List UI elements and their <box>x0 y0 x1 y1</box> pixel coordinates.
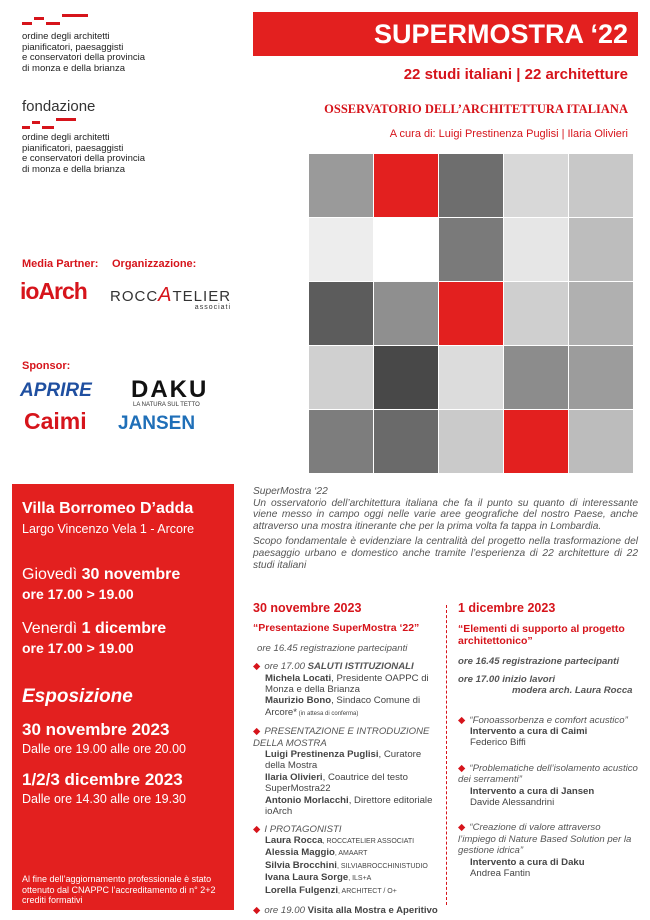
venue-name: Villa Borromeo D’adda <box>22 500 194 517</box>
photo-tile <box>374 346 438 409</box>
daku-tagline: LA NATURA SUL TETTO <box>133 402 200 408</box>
photo-tile <box>504 154 568 217</box>
title-banner <box>253 12 638 56</box>
column-divider <box>446 605 447 905</box>
white-tile <box>374 218 438 281</box>
red-tile <box>439 282 503 345</box>
talk-item: ◆ “Problematiche dell’isolamento acustico dei serramenti” Intervento a cura di Jansen Davide Alessandrini <box>458 762 638 809</box>
intro-text: SuperMostra ‘22 Un osservatorio dell’architettura italiana che fa il punto su quanto di interessante viene messo in campo oggi nelle varie aree geografiche del nostro Paese, anche attraverso una mostra itinerante che per la prima volta fa tappa in Lombardia. Scopo fondamentale è evidenziare la centralità del progetto nella trasformazione del paesaggio urbano e domestico anche tramite l’esperienza di 22 architetture di 22 studi italiani <box>253 486 638 571</box>
protagonist: Silvia Brocchini, SILVIABROCCHINISTUDIO <box>265 859 428 871</box>
photo-tile <box>439 218 503 281</box>
protagonist: Ivana Laura Sorge, ILS+A <box>265 872 372 884</box>
day1-section-presentation: ◆ PRESENTAZIONE E INTRODUZIONE DELLA MOSTRA Luigi Prestinenza Puglisi, Curatore della Mostra Ilaria Olivieri, Coautrice del testo SuperMostra22 Antonio Morlacchi, Direttore editoriale ioArch <box>253 726 433 818</box>
photo-tile <box>439 346 503 409</box>
sponsor-label: Sponsor: <box>22 360 71 372</box>
caimi-logo: Caimi <box>24 408 87 434</box>
daku-logo: DAKU <box>131 376 209 403</box>
day1-section-greetings: ◆ ore 17.00 SALUTI ISTITUZIONALI Michela Locati, Presidente OAPPC di Monza e della Brianza Maurizio Bono, Sindaco Comune di Arcore* (in attesa di conferma) <box>253 661 429 718</box>
venue-address: Largo Vincenzo Vela 1 - Arcore <box>22 522 195 536</box>
day2-date: 1 dicembre 2023 <box>458 601 556 615</box>
exhibit1-time: Dalle ore 19.00 alle ore 20.00 <box>22 742 187 756</box>
photo-tile <box>309 154 373 217</box>
exhibit2-date: 1/2/3 dicembre 2023 <box>22 770 183 789</box>
photo-tile <box>439 410 503 473</box>
bullet-diamond-icon: ◆ <box>458 714 466 726</box>
protagonist: Alessia Maggio, AMAART <box>265 847 368 859</box>
curators: A cura di: Luigi Prestinenza Puglisi | Ilaria Olivieri <box>389 128 628 140</box>
observatory-title: OSSERVATORIO DELL’ARCHITETTURA ITALIANA <box>324 102 628 116</box>
photo-tile <box>309 218 373 281</box>
day2-registration: ore 16.45 registrazione partecipanti <box>458 656 620 668</box>
photo-tile <box>439 154 503 217</box>
bullet-diamond-icon: ◆ <box>458 822 466 834</box>
photo-tile <box>504 346 568 409</box>
day2-moderator: modera arch. Laura Rocca <box>512 685 633 697</box>
day1-event: “Presentazione SuperMostra ‘22” <box>253 622 420 635</box>
bullet-diamond-icon: ◆ <box>253 661 261 673</box>
photo-tile <box>504 282 568 345</box>
photo-tile <box>309 410 373 473</box>
photo-tile <box>569 218 633 281</box>
bullet-diamond-icon: ◆ <box>458 762 466 774</box>
photo-tile <box>569 282 633 345</box>
day2-start: ore 17.00 inizio lavori <box>458 673 556 685</box>
exhibit2-time: Dalle ore 14.30 alle ore 19.30 <box>22 792 187 806</box>
photo-tile <box>569 154 633 217</box>
program-day2 <box>458 603 638 880</box>
day1-section-visit: ◆ ore 19.00 Visita alla Mostra e Aperitivo <box>253 904 438 916</box>
program-day1 <box>253 603 439 916</box>
day1-time: ore 17.00 > 19.00 <box>22 586 134 602</box>
photo-tile <box>374 410 438 473</box>
talk-item: ◆ “Fonoassorbenza e comfort acustico” Intervento a cura di Caimi Federico Biffi <box>458 714 628 749</box>
fondazione-logo-mark <box>22 118 112 130</box>
venue-panel <box>12 484 234 910</box>
day1-section-protagonists: ◆ I PROTAGONISTI Laura Rocca, ROCCATELIER ASSOCIATI Alessia Maggio, AMAART Silvia Brocchini, SILVIABROCCHINISTUDIO Ivana Laura Sorge, ILS+A Lorella Fulgenzi, ARCHITECT / O+ <box>253 824 439 897</box>
red-tile <box>504 410 568 473</box>
photo-tile <box>309 346 373 409</box>
day1-date: 30 novembre 2023 <box>253 601 362 615</box>
protagonist: Laura Rocca, ROCCATELIER ASSOCIATI <box>265 834 415 846</box>
bullet-diamond-icon: ◆ <box>253 904 261 916</box>
exhibit1-date: 30 novembre 2023 <box>22 720 170 739</box>
day2-time: ore 17.00 > 19.00 <box>22 640 134 656</box>
aprire-logo: APRIRE <box>20 380 92 401</box>
ordine-text: ordine degli architetti pianificatori, paesaggisti e conservatori della provincia di monza e della brianza <box>22 31 146 74</box>
day2: Venerdì 1 dicembre <box>22 620 167 637</box>
media-partner-label: Media Partner: <box>22 258 99 270</box>
day1: Giovedì 30 novembre <box>22 566 181 583</box>
fondazione-label: fondazione <box>22 98 96 115</box>
portrait-grid <box>309 154 633 476</box>
day1-registration: ore 16.45 registrazione partecipanti <box>257 642 408 654</box>
photo-tile <box>569 410 633 473</box>
fondazione-text: ordine degli architetti pianificatori, paesaggisti e conservatori della provincia di monza e della brianza <box>22 132 146 175</box>
bullet-diamond-icon: ◆ <box>253 823 261 835</box>
protagonist: Lorella Fulgenzi, ARCHITECT / O+ <box>265 884 397 896</box>
photo-tile <box>309 282 373 345</box>
ioarch-logo: ioArch <box>20 278 87 304</box>
subtitle: 22 studi italiani | 22 architetture <box>403 66 628 83</box>
ordine-logo-mark <box>22 14 112 26</box>
photo-tile <box>374 282 438 345</box>
organization-label: Organizzazione: <box>112 258 197 270</box>
photo-tile <box>569 346 633 409</box>
exhibit-label: Esposizione <box>22 686 133 707</box>
photo-tile <box>504 218 568 281</box>
day2-event: “Elementi di supporto al progetto architettonico” <box>458 623 625 648</box>
talk-item: ◆ “Creazione di valore attraverso l’impiego di Nature Based Solution per la gestione idrica” Intervento a cura di Daku Andrea Fantin <box>458 822 632 880</box>
page-title: SUPERMOSTRA ‘22 <box>373 19 628 49</box>
jansen-logo: JANSEN <box>118 413 196 434</box>
credits-note: Al fine dell’aggiornamento professionale è stato ottenuto dal CNAPPC l’accreditamento di n° 2+2 crediti formativi <box>22 874 216 905</box>
red-tile <box>374 154 438 217</box>
bullet-diamond-icon: ◆ <box>253 726 261 738</box>
roccatelier-logo: ROCCATELIER associati <box>110 284 232 311</box>
